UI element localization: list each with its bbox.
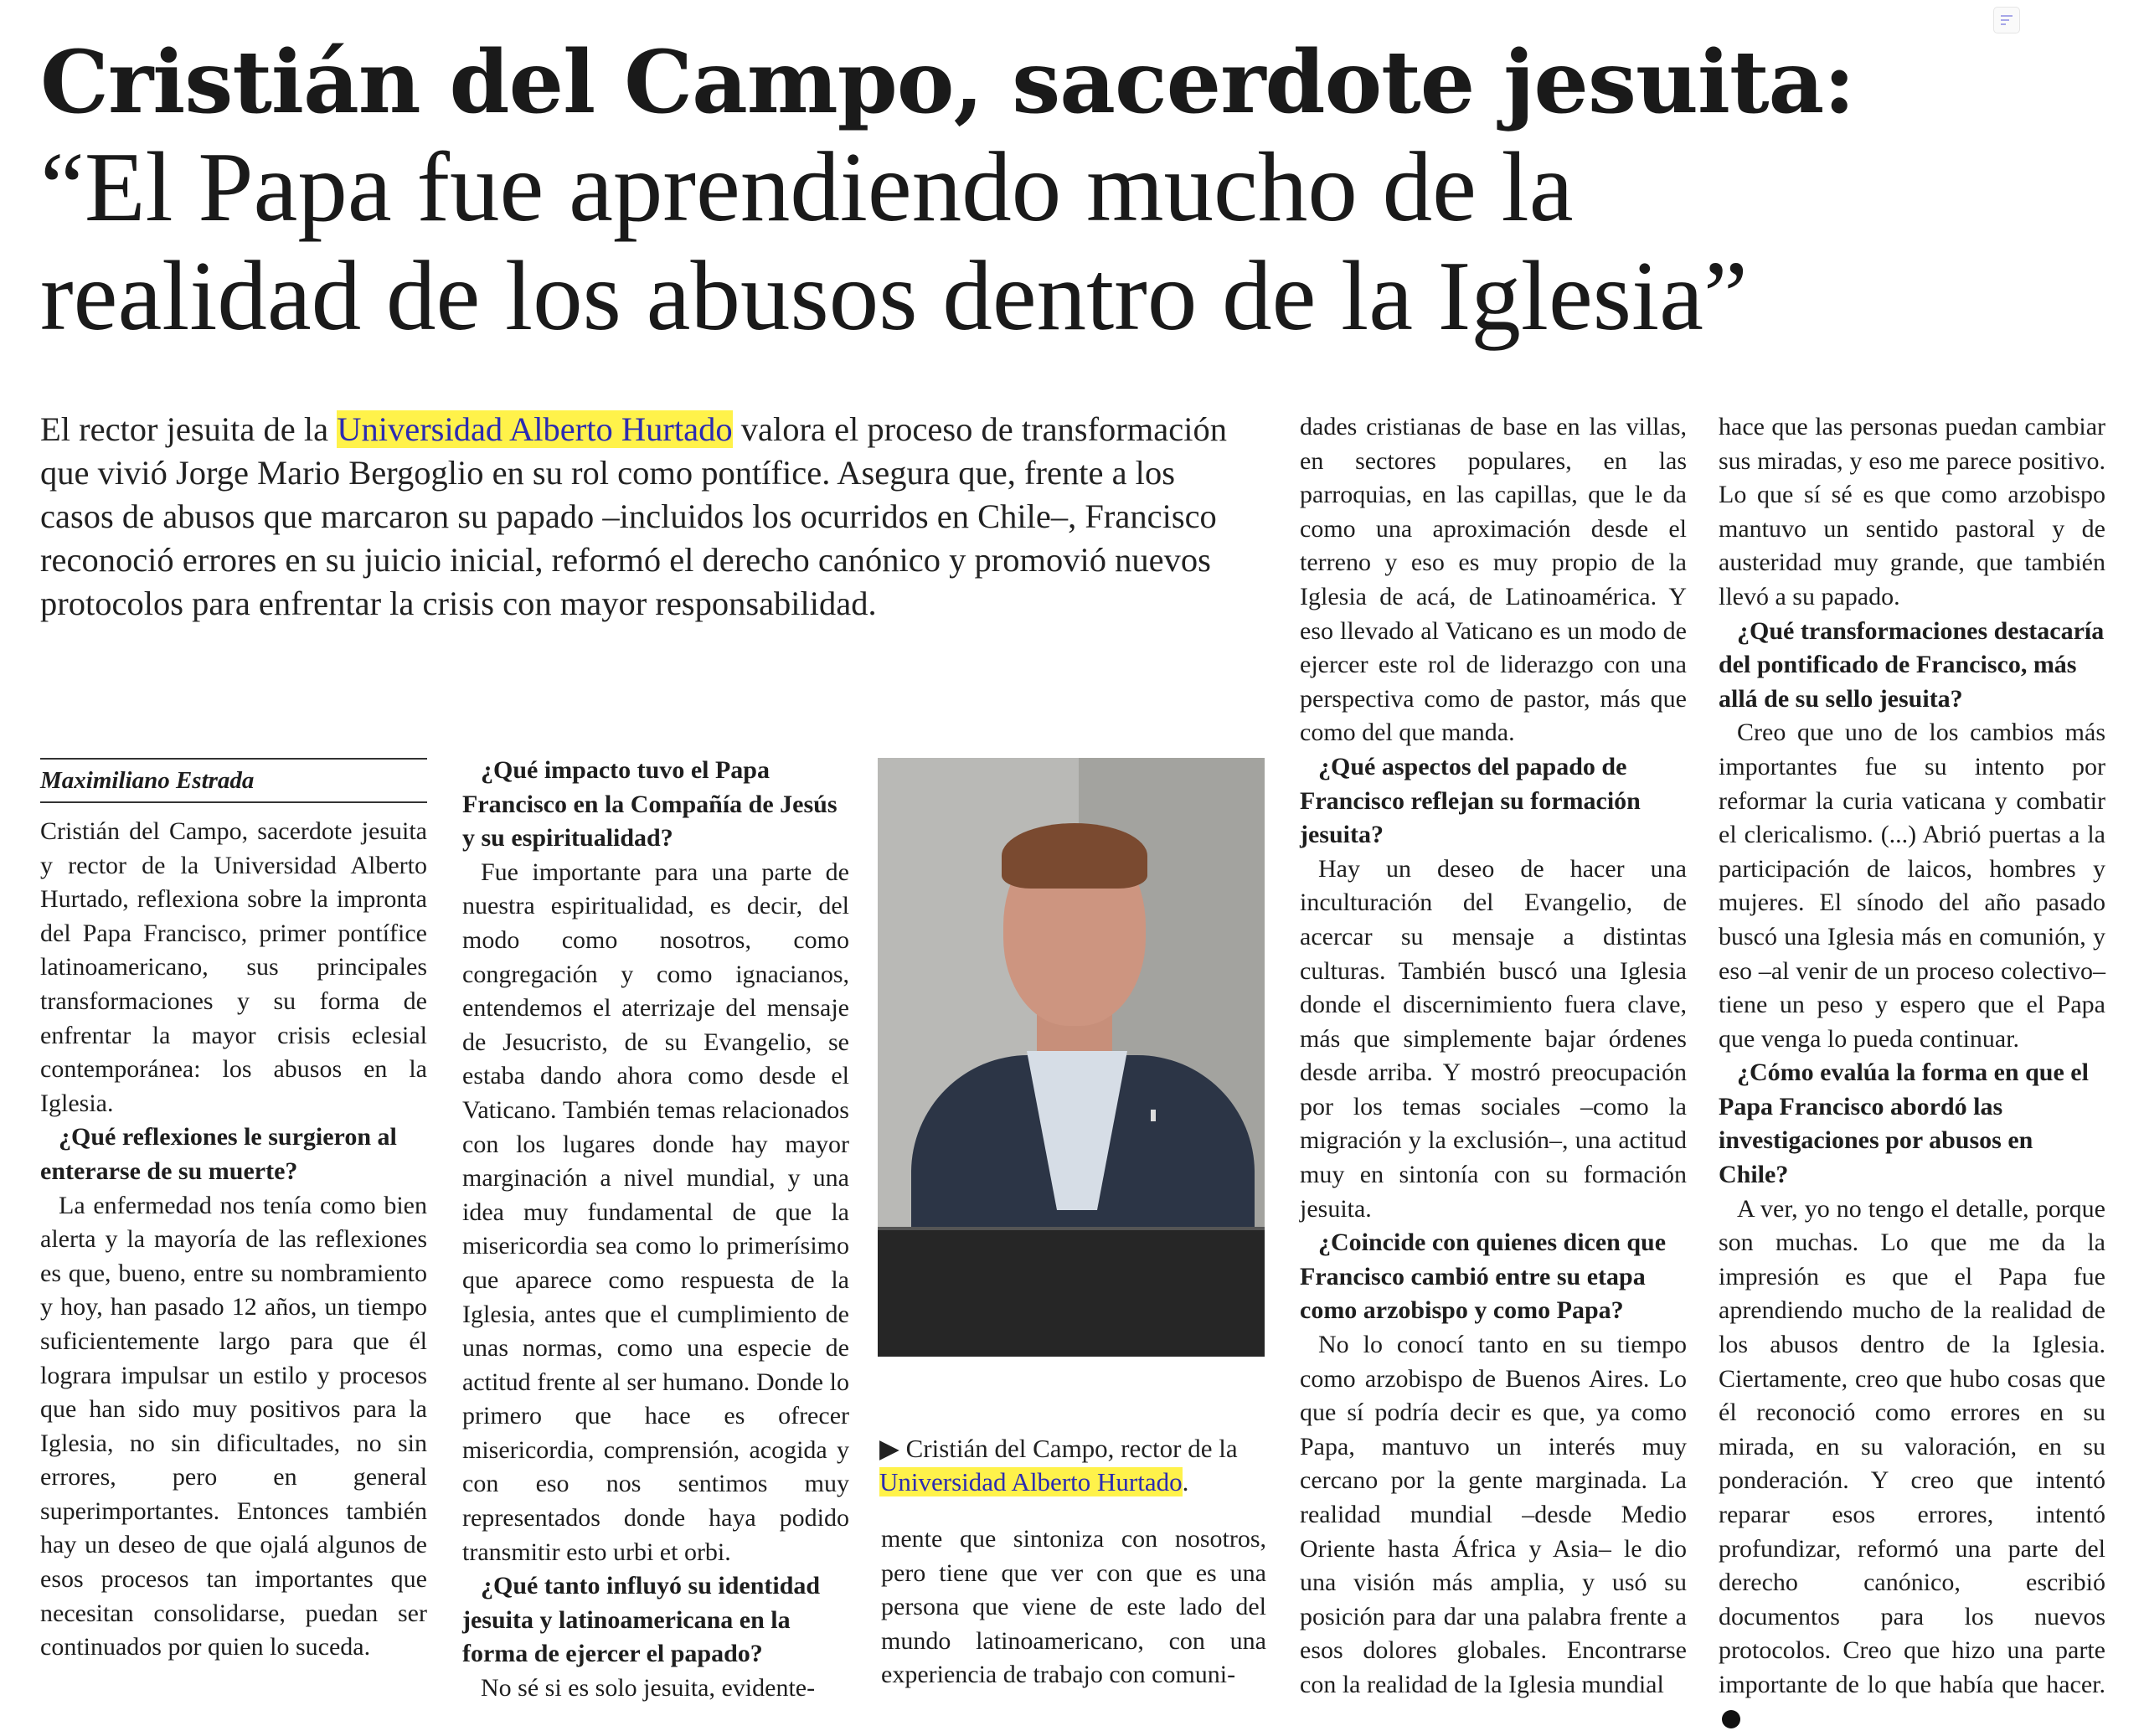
article-column-3 (881, 1522, 1266, 1692)
answer-1: La enfermedad nos tenía como bien alerta y la mayoría de las reflexiones es que, bueno, entre su nombramiento y hoy, han pasado 12 años, un tiempo suficientemente largo para que él lograra impulsar un estilo y procesos que han sido muy positivos para la Iglesia, no sin dificultades, no sin errores, pero en general superimportantes. Entonces también hay un deseo de que ojalá algunos de esos procesos tan importantes que necesitan consolidarse, puedan ser continuados por quien lo suceda. (40, 1191, 427, 1661)
article-column-1 (40, 758, 427, 1665)
lead-highlight-university[interactable]: Universidad Alberto Hurtado (337, 410, 733, 448)
notes-icon[interactable] (1993, 7, 2020, 33)
answer-4: Hay un deseo de hacer una inculturación del Evangelio, de acercar su mensaje a distintas culturas. También buscó una Iglesia donde el discernimiento fuera clave, más que simplemente bajar órdenes desde arriba. Y mostró preocupación por los temas sociales –como la migración y la exclusión–, una actitud muy en sintonía con su formación jesuita. (1300, 854, 1687, 1223)
question-3: ¿Qué tanto influyó su identidad jesuita y latinoamericana en la forma de ejercer el papado? (462, 1572, 821, 1668)
answer-6: Creo que uno de los cambios más importantes fue su intento por reformar la curia vaticana y combatir el clericalismo. (...) Abrió puertas a la participación de laicos, hombres y mujeres. El sínodo del año pasado buscó una Iglesia más en comunión, y eso –al venir de un proceso colectivo– tiene un peso y espero que el Papa que venga lo pueda continuar. (1719, 719, 2105, 1053)
lead-paragraph: El rector jesuita de la Universidad Alberto Hurtado valora el proceso de transformación que vivió Jorge Mario Bergoglio en su rol como pontífice. Asegura que, frente a los casos de abusos que marcaron su papado –incluidos los ocurridos en Chile–, Francisco reconoció errores en su juicio inicial, reformó el derecho canónico y promovió nuevos protocolos para enfrentar la crisis con mayor responsabilidad. (40, 410, 1227, 622)
answer-5: No lo conocí tanto en su tiempo como arzobispo de Buenos Aires. Lo que sí podría decir es que, ya como Papa, mantuvo un interés muy cercano por la gente marginada. La realidad mundial –desde Medio Oriente hasta África y Asia– le dio una visión más amplia, y usó su posición para dar una palabra frente a esos dolores globales. Encontrarse con la realidad de la Iglesia mundial (1300, 1331, 1687, 1698)
answer-5-cont: hace que las personas puedan cambiar sus miradas, y eso me parece positivo. Lo que sí sé es que como arzobispo mantuvo un sentido pastoral y de austeridad muy grande, que también llevó a su papado. (1719, 413, 2105, 610)
end-of-article-dot-icon (1722, 1710, 1740, 1728)
intro-paragraph: Cristián del Campo, sacerdote jesuita y rector de la Universidad Alberto Hurtado, reflexiona sobre la impronta del Papa Francisco, primer pontífice latinoamericano, sus principales transformaciones y su forma de enfrentar la mayor crisis eclesial contemporánea: los abusos en la Iglesia. (40, 817, 427, 1117)
caption-highlight-university[interactable]: Universidad Alberto Hurtado (879, 1467, 1183, 1496)
answer-3-cont: mente que sintoniza con nosotros, pero tiene que ver con que es una persona que viene de este lado del mundo latinoamericano, con una experiencia de trabajo con comuni- (881, 1525, 1266, 1689)
question-6: ¿Qué transformaciones destacaría del pontificado de Francisco, más allá de su sello jesuita? (1719, 616, 2105, 713)
question-7: ¿Cómo evalúa la forma en que el Papa Francisco abordó las investigaciones por abusos en Chile? (1719, 1059, 2089, 1189)
article-column-2 (462, 754, 849, 1706)
headline (40, 33, 2067, 350)
question-4: ¿Qué aspectos del papado de Francisco reflejan su formación jesuita? (1300, 752, 1641, 849)
question-2: ¿Qué impacto tuvo el Papa Francisco en la Compañía de Jesús y su espiritualidad? (462, 756, 838, 853)
headline-name: Cristián del Campo, sacerdote jesuita: (40, 32, 1855, 133)
question-1: ¿Qué reflexiones le surgieron al enterarse de su muerte? (40, 1123, 397, 1185)
answer-3-end: dades cristianas de base en las villas, en sectores populares, en las parroquias, en las capillas, que le da como una aproximación desde el terreno y eso es muy propio de la Iglesia de acá, de Latinoamérica. Y eso llevado al Vaticano es un modo de ejercer este rol de liderazgo con una perspectiva como de pastor, más que como del que manda. (1300, 413, 1687, 747)
answer-7: A ver, yo no tengo el detalle, porque son muchas. Lo que me da la impresión es que el Papa fue aprendiendo mucho de la realidad de los abusos dentro de la Iglesia. Ciertamente, creo que hubo cosas que él reconoció como errores en su mirada, en su valoración, en su ponderación. Y creo que intentó reparar esos errores, intentó profundizar, reformó una parte del derecho canónico, escribió documentos para los nuevos protocolos. Creo que hizo una parte importante de lo que había que hacer. (1719, 1193, 2105, 1736)
answer-3-start: No sé si es solo jesuita, evidente- (481, 1674, 816, 1703)
portrait-photo (878, 758, 1265, 1357)
caption-arrow-icon: ▶ (879, 1434, 899, 1463)
article-column-5 (1719, 410, 2105, 1736)
article-column-4 (1300, 410, 1687, 1703)
photo-caption: ▶ Cristián del Campo, rector de la Universidad Alberto Hurtado. (879, 1434, 1238, 1496)
byline: Maximiliano Estrada (40, 758, 427, 803)
headline-quote-line2: realidad de los abusos dentro de la Iglesia” (40, 240, 1748, 351)
headline-quote-line1: “El Papa fue aprendiendo mucho de la (40, 131, 1574, 242)
answer-2: Fue importante para una parte de nuestra espiritualidad, es decir, del modo como nosotros, como congregación y como ignacianos, entendemos el aterrizaje del mensaje de Jesucristo, de su Evangelio, se estaba dando ahora como desde el Vaticano. También temas relacionados con los lugares donde hay mayor marginación a nivel mundial, y una idea muy fundamental de que la misericordia sea como lo primerísimo que aparece como respuesta de la Iglesia, antes que el cumplimiento de unas normas, como una especie de actitud frente al ser humano. Donde lo primero que hace es ofrecer misericordia, comprensión, acogida y con eso nos sentimos muy representados donde haya podido transmitir esto urbi et orbi. (462, 858, 849, 1566)
question-5: ¿Coincide con quienes dicen que Francisco cambió entre su etapa como arzobispo y como Papa? (1300, 1229, 1667, 1325)
